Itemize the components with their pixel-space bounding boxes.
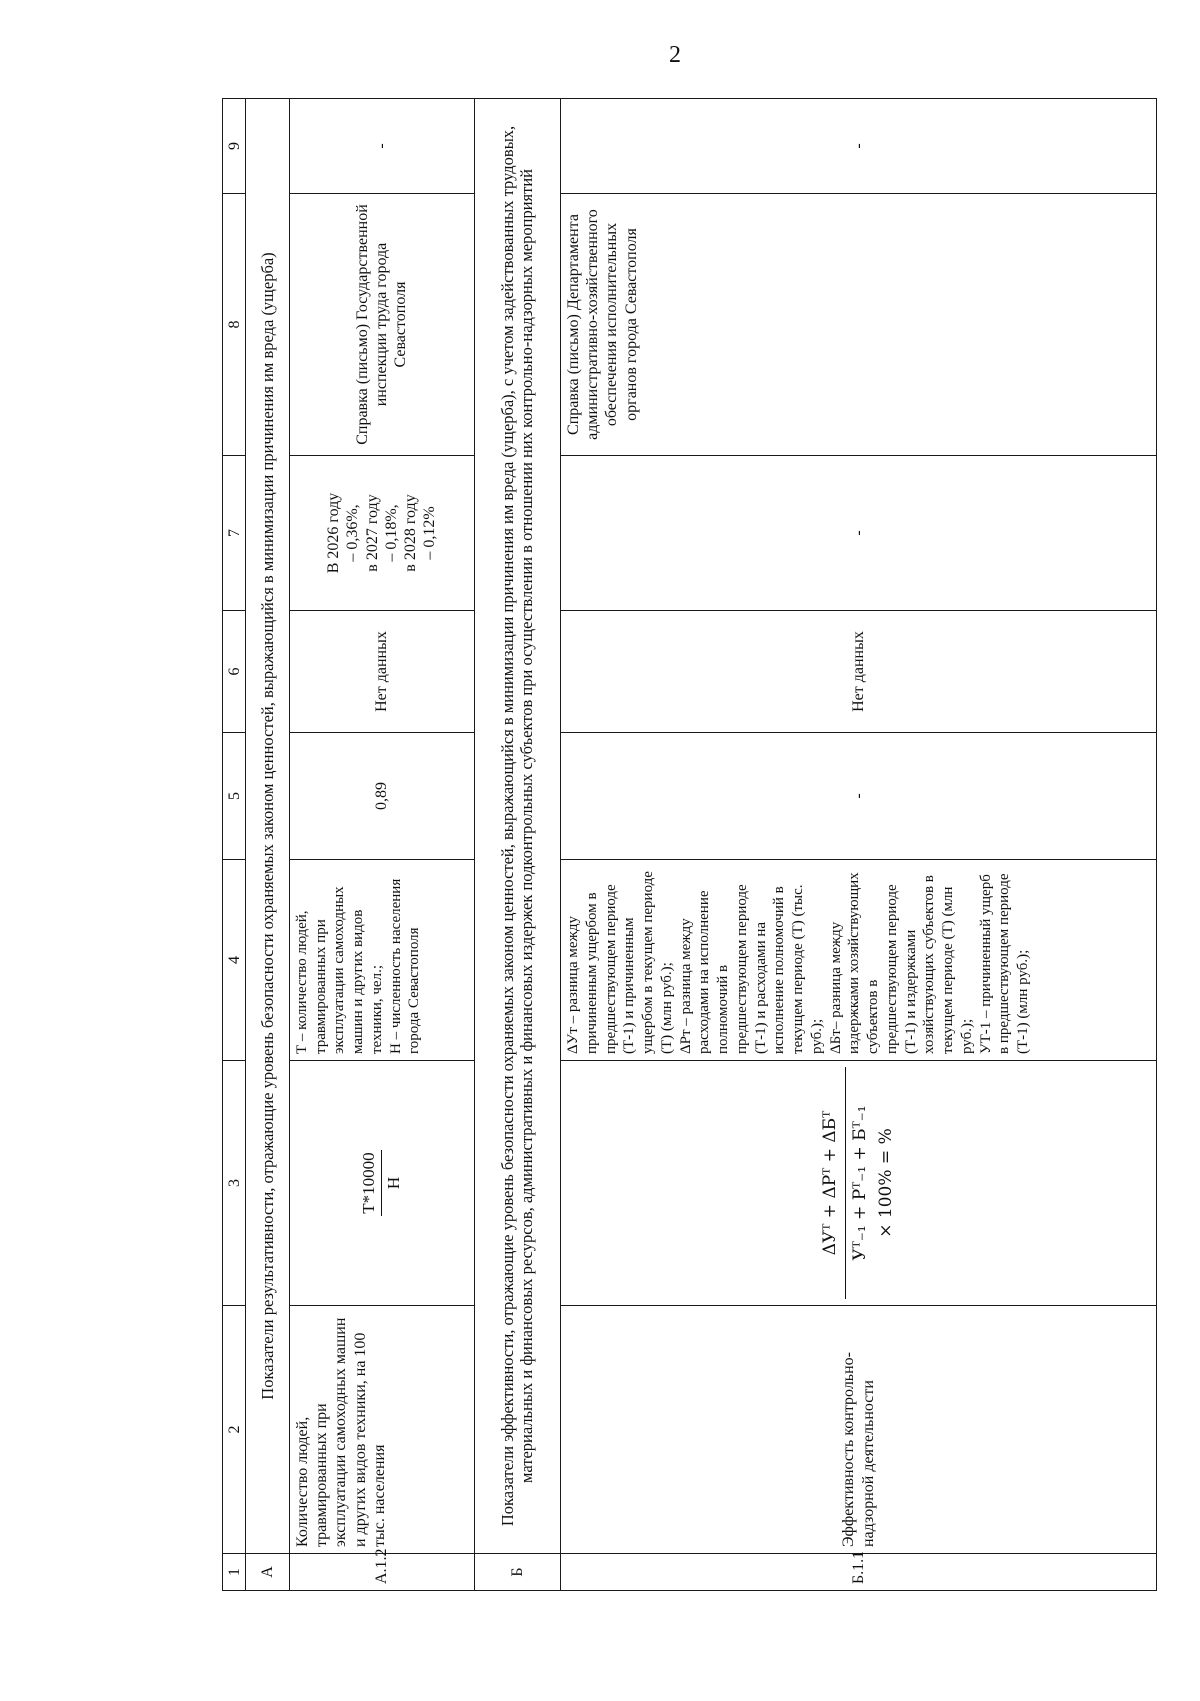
column-number-row [223, 99, 246, 1591]
column-number: 6 [223, 611, 246, 733]
target-line: – 0,36%, [344, 504, 362, 562]
column-number: 5 [223, 733, 246, 860]
formula-fraction [359, 1150, 405, 1215]
row-code: Б.1.1 [561, 1554, 1157, 1591]
section-code: А [246, 1554, 290, 1591]
section-code: Б [474, 1554, 560, 1591]
value-cell: 0,89 [289, 733, 474, 860]
target-line: в 2028 году [402, 494, 420, 572]
definitions-cell [289, 860, 474, 1061]
rotated-table-frame [222, 99, 1157, 1591]
formula-tail: × 100% = % [875, 1128, 896, 1238]
section-title: Показатели результативности, отражающие уровень безопасности охраняемых законом ценностей, выражающийся в минимизации причинения им вреда (ущерба) [246, 99, 290, 1554]
column-number: 4 [223, 860, 246, 1061]
definition-item: ΔБт– разница между издержками хозяйствующих субъектов в предшествующем периоде (Т-1) и издержками хозяйствующих субъектов в текущем периоде (Т) (млн руб.); [827, 872, 975, 1054]
section-title: Показатели эффективности, отражающие уровень безопасности охраняемых законом ценностей, выражающийся в минимизации причинения им вреда (ущерба), с учетом задействованных трудовых, материальных и финансовых ресурсов, административных и финансовых издержек подконтрольных субъектов при осуществлении в отношении них контрольно-надзорных мероприятий [474, 99, 560, 1554]
column-number: 1 [223, 1554, 246, 1591]
column-number: 8 [223, 194, 246, 456]
formula-numerator: Т*10000 [359, 1150, 382, 1215]
row-code: А.1.2 [289, 1554, 474, 1591]
formula-cell [289, 1061, 474, 1306]
no-data-cell: Нет данных [289, 611, 474, 733]
dash-cell: - [561, 99, 1157, 194]
formula-denominator: Н [384, 1176, 404, 1190]
target-values-cell [289, 456, 474, 611]
section-b-row [474, 99, 560, 1591]
column-number: 2 [223, 1306, 246, 1554]
source-cell: Справка (письмо) Департамента административно-хозяйственного обеспечения исполнительных органов города Севастополя [561, 194, 1157, 456]
definition-item: Т – количество людей, травмированных при эксплуатации самоходных машин и других видов техники, чел.; [293, 886, 385, 1054]
column-number: 3 [223, 1061, 246, 1306]
page-number: 2 [669, 42, 681, 68]
column-number: 7 [223, 456, 246, 611]
indicator-name: Количество людей, травмированных при эксплуатации самоходных машин и других видов техники, на 100 тыс. населения [289, 1306, 474, 1554]
dash-cell: - [561, 733, 1157, 860]
definition-item: ΔРт – разница между расходами на исполнение полномочий в предшествующем периоде (Т-1) и расходами на исполнение полномочий в текущем периоде (Т) (тыс. руб.); [677, 884, 825, 1054]
target-line: – 0,12% [421, 506, 439, 560]
column-number: 9 [223, 99, 246, 194]
table-row [561, 99, 1157, 1591]
table-row [289, 99, 474, 1591]
formula-fraction [819, 1067, 898, 1299]
formula-cell [561, 1061, 1157, 1306]
formula-numerator: ΔУᵀ + ΔРᵀ + ΔБᵀ [819, 1067, 846, 1299]
definitions-cell [561, 860, 1157, 1061]
no-data-cell: Нет данных [561, 611, 1157, 733]
source-cell: Справка (письмо) Государственной инспекции труда города Севастополя [289, 194, 474, 456]
target-line: В 2026 году [325, 492, 343, 574]
definition-item: УТ-1 – причиненный ущерб в предшествующем периоде (Т-1) (млн руб.); [977, 873, 1032, 1054]
indicators-table [222, 98, 1157, 1591]
definition-item: ΔУт – разница между причиненным ущербом в предшествующем периоде (Т-1) и причиненным ущербом в текущем периоде (Т) (млн руб.); [565, 871, 675, 1054]
definition-item: Н – численность населения города Севастополя [387, 878, 423, 1054]
section-a-row [246, 99, 290, 1591]
dash-cell: - [561, 456, 1157, 611]
dash-cell: - [289, 99, 474, 194]
target-line: – 0,18%, [382, 504, 400, 562]
formula-denominator: Уᵀ₋₁ + Рᵀ₋₁ + Бᵀ₋₁ [850, 1105, 871, 1261]
indicator-name: Эффективность контрольно-надзорной деятельности [561, 1306, 1157, 1554]
target-line: в 2027 году [363, 494, 381, 572]
